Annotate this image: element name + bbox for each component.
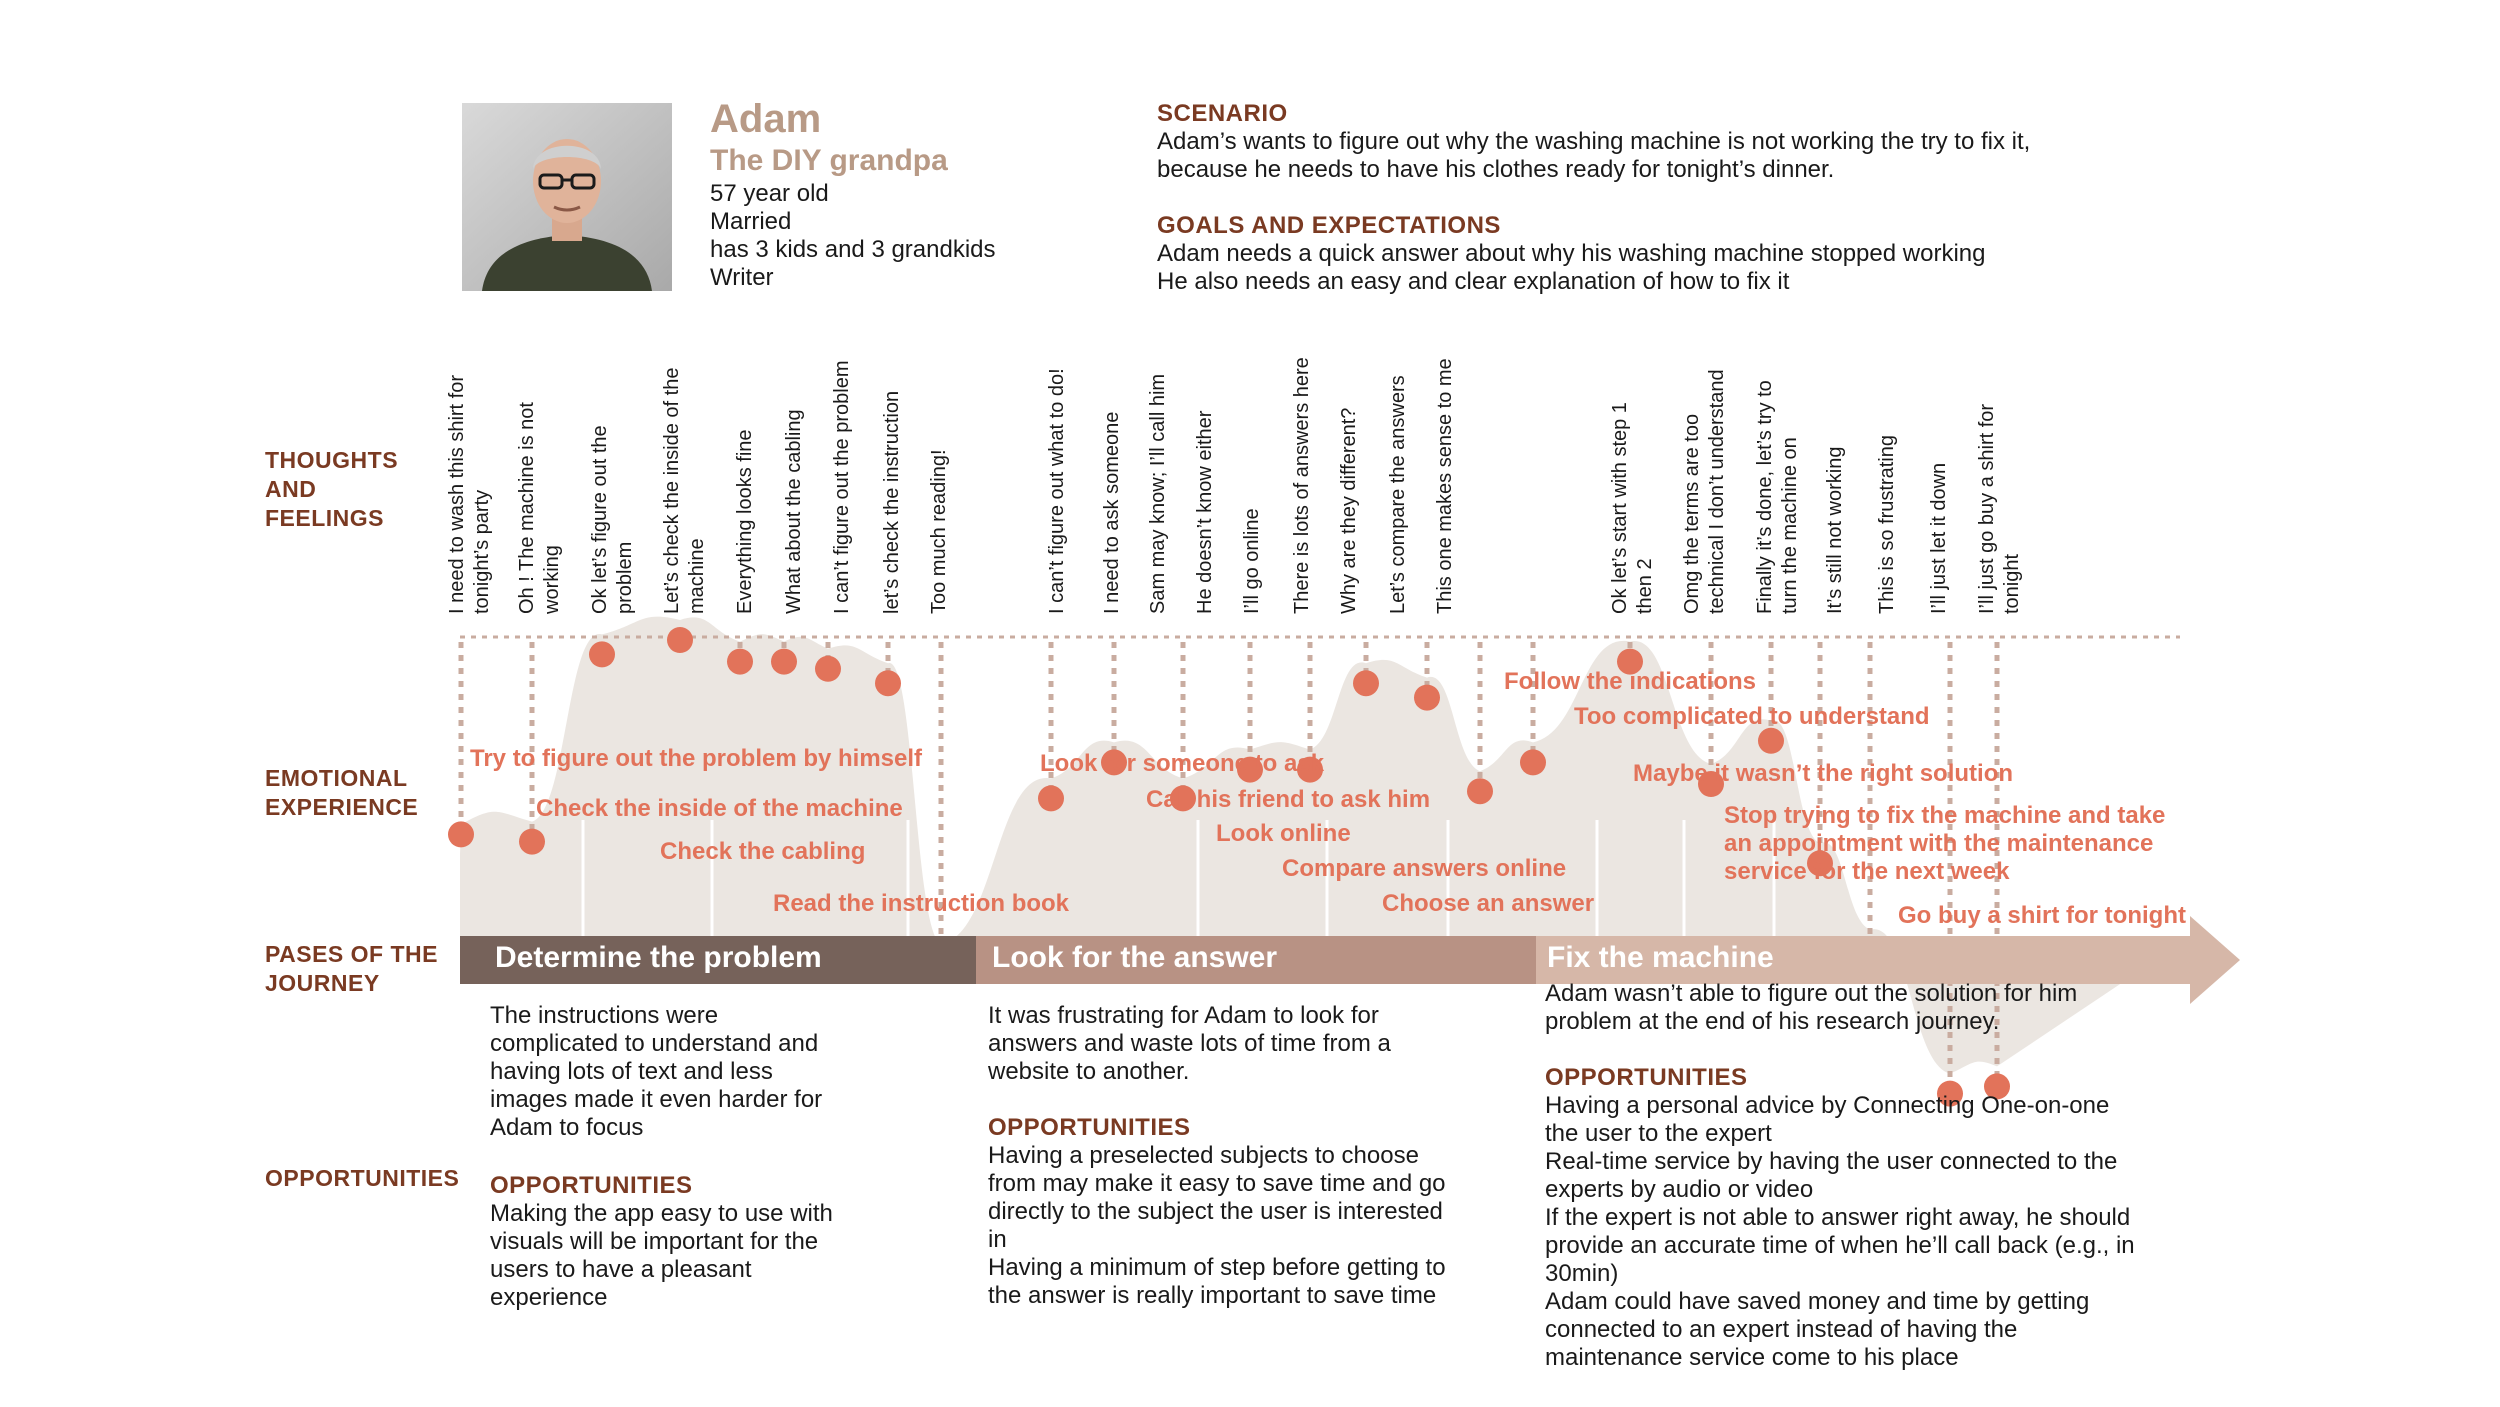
thought-line: Ok let’s figure out the xyxy=(589,425,611,614)
thought-line: Sam may know; I’ll call him xyxy=(1147,373,1169,614)
emotion-stage-label: Choose an answer xyxy=(1382,890,1595,917)
phase-label-fix: Fix the machine xyxy=(1547,941,1774,974)
thought-line: I can’t figure out the problem xyxy=(831,360,853,614)
emotion-stage-label: Too complicated to understand xyxy=(1574,703,1930,730)
emotion-stage-label: Call his friend to ask him xyxy=(1146,786,1431,813)
persona-age: 57 year old xyxy=(710,180,829,207)
opportunities-look: Having a preselected subjects to choose from may make it easy to save time and go directly to the subject the user is interested in Having a minimum of step before getting to the answer is really important to save time xyxy=(988,1142,1446,1309)
opportunities-title-look: OPPORTUNITIES xyxy=(988,1114,1191,1141)
row-label-thoughts: THOUGHTS AND FEELINGS xyxy=(265,447,399,531)
emotion-stage-label: Compare answers online xyxy=(1282,855,1567,882)
persona-marital: Married xyxy=(710,208,792,235)
emotion-stage-label: Stop trying to fix the machine and take xyxy=(1724,802,2166,829)
phase-arrow-head xyxy=(2190,916,2240,1004)
emotion-stage-label: Maybe it wasn’t the right solution xyxy=(1633,760,2014,787)
emotion-stage-label: Check the cabling xyxy=(660,838,866,865)
thought-line: I’ll just go buy a shirt for xyxy=(1976,403,1998,614)
phase-description-fix: Adam wasn’t able to figure out the solution for him problem at the end of his research journey. xyxy=(1545,980,2078,1035)
goals-line-2: He also needs an easy and clear explanation of how to fix it xyxy=(1157,268,1790,295)
persona-family: has 3 kids and 3 grandkids xyxy=(710,236,996,263)
goals-title: GOALS AND EXPECTATIONS xyxy=(1157,212,1501,239)
thought-line: I can’t figure out what to do! xyxy=(1046,368,1068,614)
thought-line: Let’s compare the answers xyxy=(1387,375,1409,614)
opportunities-title-fix: OPPORTUNITIES xyxy=(1545,1064,1748,1091)
thought-line: I’ll go online xyxy=(1241,508,1263,614)
thought-line: Why are they different? xyxy=(1338,407,1360,614)
thought-line: tonight xyxy=(2001,553,2023,614)
thought-line: turn the machine on xyxy=(1779,437,1801,614)
persona-tagline: The DIY grandpa xyxy=(710,144,948,177)
opportunities-determine: Making the app easy to use with visuals will be important for the users to have a pleasant experience xyxy=(490,1200,833,1311)
emotion-stage-label: Check the inside of the machine xyxy=(536,795,903,822)
scenario-line-1: Adam’s wants to figure out why the washing machine is not working the try to fix it, xyxy=(1157,128,2031,155)
emotion-stage-label: service for the next week xyxy=(1724,858,2010,885)
phase-description-determine: The instructions were complicated to understand and having lots of text and less images made it even harder for Adam to focus xyxy=(490,1002,823,1141)
thought-line: tonight’s party xyxy=(471,489,493,614)
row-label-emotional: EMOTIONAL EXPERIENCE xyxy=(265,765,419,820)
row-label-phases: PASES OF THE JOURNEY xyxy=(265,941,438,996)
emotion-stage-label: Look for someone to ask xyxy=(1040,750,1325,777)
thought-line: working xyxy=(541,545,563,614)
thought-line: Too much reading! xyxy=(928,449,950,614)
emotion-stage-label: Try to figure out the problem by himself xyxy=(470,745,923,772)
thought-line: technical I don’t understand xyxy=(1706,369,1728,614)
thought-line: Omg the terms are too xyxy=(1681,413,1703,614)
scenario-line-2: because he needs to have his clothes ready for tonight’s dinner. xyxy=(1157,156,1835,183)
thought-line: It’s still not working xyxy=(1824,446,1846,614)
emotion-stage-label: an appointment with the maintenance xyxy=(1724,830,2154,857)
phase-description-look: It was frustrating for Adam to look for answers and waste lots of time from a website to another. xyxy=(988,1002,1391,1085)
phase-label-determine: Determine the problem xyxy=(495,941,822,974)
scenario-title: SCENARIO xyxy=(1157,100,1288,127)
thought-line: What about the cabling xyxy=(783,409,805,614)
emotion-stage-label: Follow the indications xyxy=(1504,668,1756,695)
thought-line: There is lots of answers here xyxy=(1291,357,1313,614)
thought-line: This one makes sense to me xyxy=(1434,358,1456,614)
thought-line: let’s check the instruction xyxy=(881,390,903,614)
goals-line-1: Adam needs a quick answer about why his washing machine stopped working xyxy=(1157,240,1986,267)
row-label-opportunities: OPPORTUNITIES xyxy=(265,1165,460,1191)
thought-line: Oh ! The machine is not xyxy=(516,402,538,614)
opportunities-title-determine: OPPORTUNITIES xyxy=(490,1172,693,1199)
thought-line: I need to ask someone xyxy=(1101,411,1123,614)
thought-line: then 2 xyxy=(1634,558,1656,614)
thought-line: problem xyxy=(614,541,636,614)
opportunities-fix: Having a personal advice by Connecting One-on-one the user to the expert Real-time service by having the user connected to the experts by audio or video If the expert is not able to answer right away, he should provide an accurate time of when he’ll call back (e.g., in 30min) Adam could have saved money and time by getting connected to an expert instead of having the maintenance service come to his place xyxy=(1545,1092,2135,1371)
phase-label-look: Look for the answer xyxy=(992,941,1278,974)
emotion-stage-label: Read the instruction book xyxy=(773,890,1070,917)
thought-line: Everything looks fine xyxy=(734,429,756,614)
thought-line: Let’s check the inside of the xyxy=(661,367,683,614)
emotion-stage-label: Go buy a shirt for tonight xyxy=(1898,902,2186,929)
thought-line: Ok let’s start with step 1 xyxy=(1609,402,1631,614)
thought-line: Finally it’s done, let’s try to xyxy=(1754,380,1776,614)
thought-line: I need to wash this shirt for xyxy=(446,374,468,614)
persona-name: Adam xyxy=(710,97,822,141)
thought-line: I’ll just let it down xyxy=(1928,462,1950,614)
thought-line: machine xyxy=(686,538,708,614)
thought-line: This is so frustrating xyxy=(1876,435,1898,614)
emotion-stage-label: Look online xyxy=(1216,820,1351,847)
persona-occupation: Writer xyxy=(710,264,774,291)
thought-line: He doesn’t know either xyxy=(1194,410,1216,614)
